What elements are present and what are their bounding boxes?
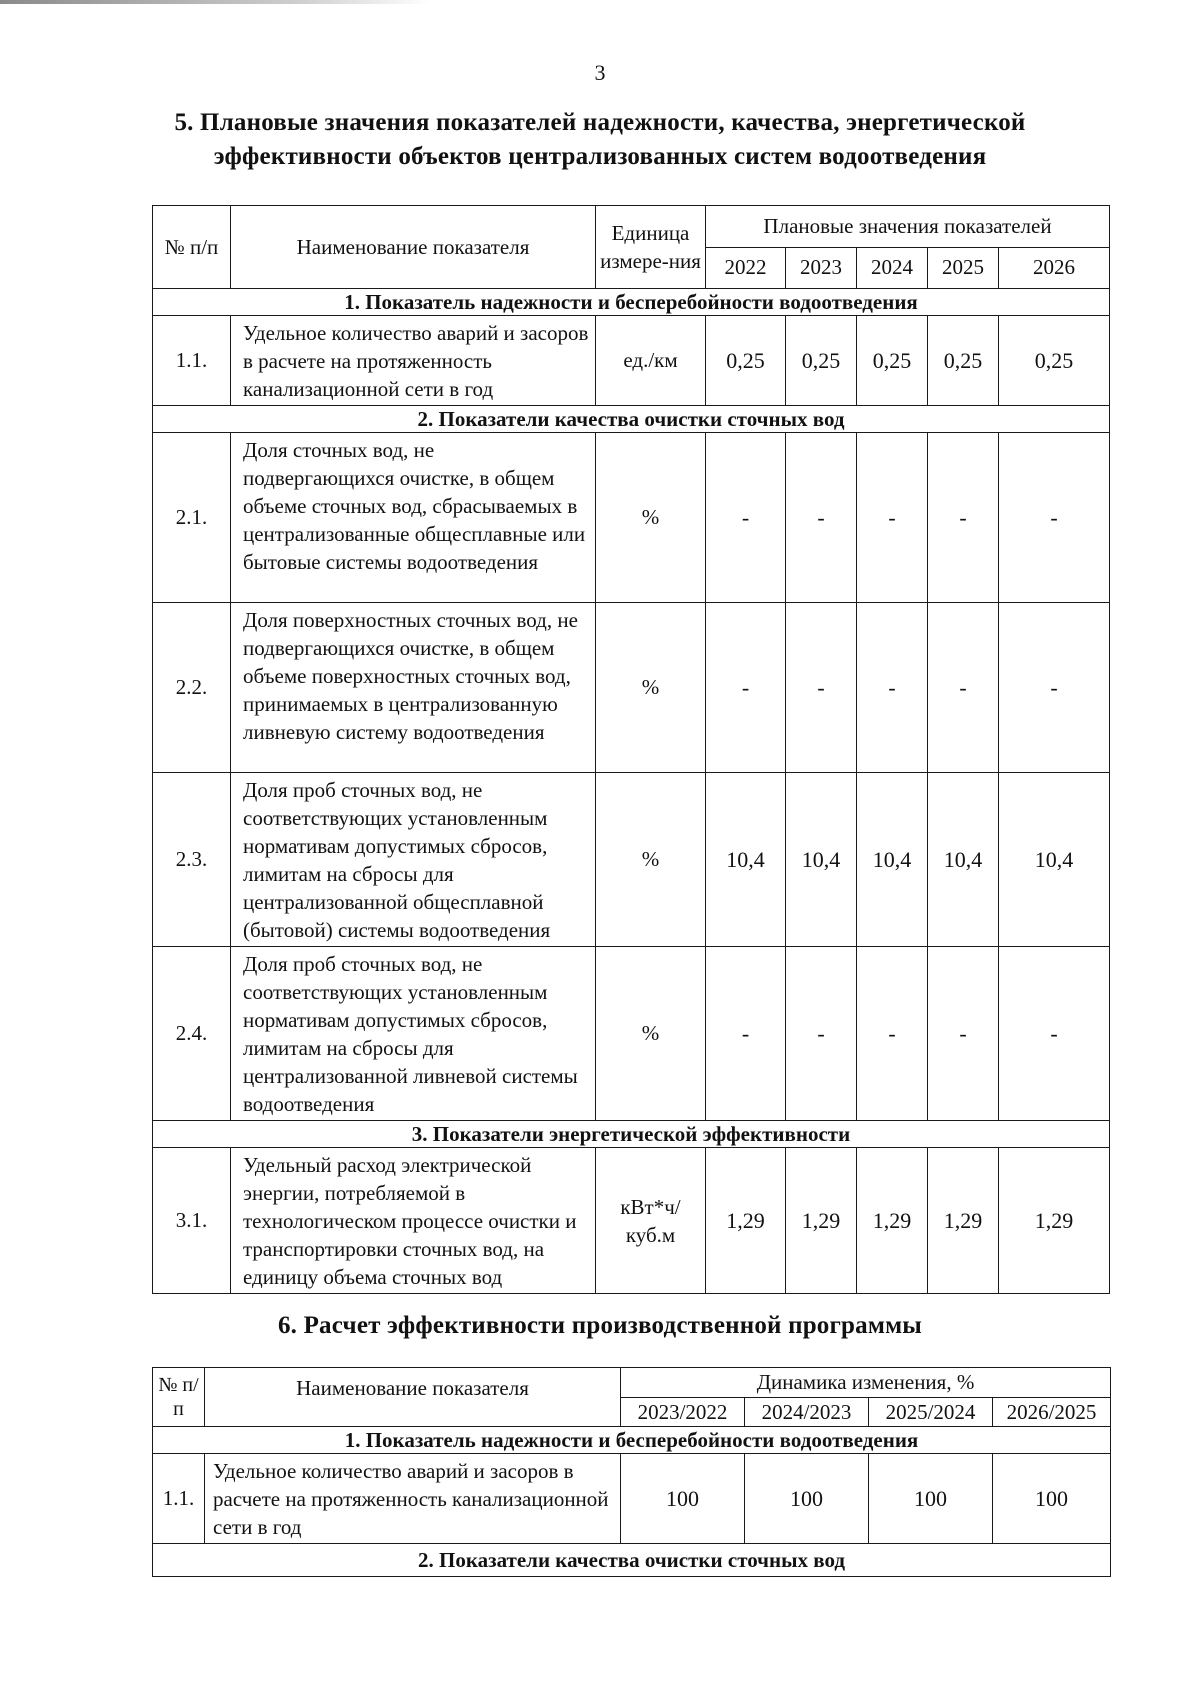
row-value: - [786,433,857,603]
row-value: 1,29 [786,1148,857,1294]
row-num: 1.1. [153,1454,205,1544]
row-value: - [999,947,1110,1121]
table-row [153,603,1110,773]
row-value: - [786,603,857,773]
row-name: Доля сточных вод, не подвергающихся очистке, в общем объеме сточных вод, сбрасываемых в централизованные общесплавные или бытовые системы водоотведения [231,433,596,603]
row-value: 10,4 [928,773,999,947]
header-name: Наименование показателя [205,1368,621,1427]
row-value: 100 [621,1454,745,1544]
row-num: 2.3. [153,773,231,947]
row-num: 2.4. [153,947,231,1121]
header-period: 2023/2022 [621,1397,745,1427]
table-row [153,316,1110,406]
section-5-title [100,106,1100,174]
efficiency-table [152,1367,1111,1577]
row-value: - [786,947,857,1121]
table-row [153,433,1110,603]
table-row [153,1454,1111,1544]
header-period: 2026/2025 [993,1397,1111,1427]
row-unit: % [596,947,706,1121]
row-unit: % [596,773,706,947]
row-value: - [857,433,928,603]
header-name: Наименование показателя [231,206,596,289]
row-value: 0,25 [928,316,999,406]
row-value: 1,29 [857,1148,928,1294]
row-unit: % [596,603,706,773]
section-5-title-line-2: эффективности объектов централизованных систем водоотведения [213,143,987,170]
row-value: 100 [869,1454,993,1544]
header-planned: Плановые значения показателей [706,206,1110,248]
header-year: 2025 [928,247,999,289]
row-num: 1.1. [153,316,231,406]
header-year: 2026 [999,247,1110,289]
row-value: 100 [745,1454,869,1544]
row-value: - [999,603,1110,773]
header-num: № п/п [153,1368,205,1427]
row-name: Удельное количество аварий и засоров в расчете на протяженность канализационной сети в год [205,1454,621,1544]
table-row [153,1148,1110,1294]
row-value: 0,25 [999,316,1110,406]
row-value: - [857,603,928,773]
row-value: - [928,947,999,1121]
row-unit: кВт*ч/ куб.м [596,1148,706,1294]
section-row: 2. Показатели качества очистки сточных вод [153,1544,1111,1577]
section-row: 2. Показатели качества очистки сточных вод [153,406,1110,433]
row-value: 10,4 [706,773,786,947]
section-5-title-line-1: 5. Плановые значения показателей надежности, качества, энергетической [174,109,1026,136]
row-value: 1,29 [928,1148,999,1294]
table-row [153,773,1110,947]
row-value: - [706,603,786,773]
row-name: Удельный расход электрической энергии, потребляемой в технологическом процессе очистки и транспортировки сточных вод, на единицу объема сточных вод [231,1148,596,1294]
row-name: Доля проб сточных вод, не соответствующих установленным нормативам допустимых сбросов, лимитам на сбросы для централизованной ливневой системы водоотведения [231,947,596,1121]
row-name: Доля проб сточных вод, не соответствующих установленным нормативам допустимых сбросов, лимитам на сбросы для централизованной общесплавной (бытовой) системы водоотведения [231,773,596,947]
row-value: 1,29 [999,1148,1110,1294]
row-num: 2.2. [153,603,231,773]
row-value: - [857,947,928,1121]
section-6-title: 6. Расчет эффективности производственной программы [277,1312,923,1339]
section-row: 1. Показатель надежности и бесперебойности водоотведения [153,1427,1111,1454]
row-value: 1,29 [706,1148,786,1294]
header-year: 2022 [706,247,786,289]
row-value: 10,4 [999,773,1110,947]
row-unit: ед./км [596,316,706,406]
row-value: 0,25 [857,316,928,406]
row-value: 10,4 [857,773,928,947]
header-dynamics: Динамика изменения, % [621,1368,1111,1398]
row-num: 2.1. [153,433,231,603]
row-unit: % [596,433,706,603]
section-row: 3. Показатели энергетической эффективности [153,1121,1110,1148]
header-unit: Единица измере-ния [596,206,706,289]
planned-values-table [152,205,1110,1294]
page-number: 3 [594,60,606,85]
header-period: 2025/2024 [869,1397,993,1427]
row-value: 0,25 [706,316,786,406]
row-value: - [706,433,786,603]
scan-edge-artifact [0,0,430,4]
row-value: - [928,603,999,773]
row-name: Доля поверхностных сточных вод, не подвергающихся очистке, в общем объеме поверхностных сточных вод, принимаемых в централизованную ливневую систему водоотведения [231,603,596,773]
row-value: 100 [993,1454,1111,1544]
row-value: - [928,433,999,603]
row-value: 10,4 [786,773,857,947]
header-period: 2024/2023 [745,1397,869,1427]
row-value: 0,25 [786,316,857,406]
row-num: 3.1. [153,1148,231,1294]
header-year: 2024 [857,247,928,289]
row-value: - [706,947,786,1121]
header-num: № п/п [153,206,231,289]
row-name: Удельное количество аварий и засоров в расчете на протяженность канализационной сети в год [231,316,596,406]
header-year: 2023 [786,247,857,289]
table-row [153,947,1110,1121]
row-value: - [999,433,1110,603]
section-row: 1. Показатель надежности и бесперебойности водоотведения [153,289,1110,316]
